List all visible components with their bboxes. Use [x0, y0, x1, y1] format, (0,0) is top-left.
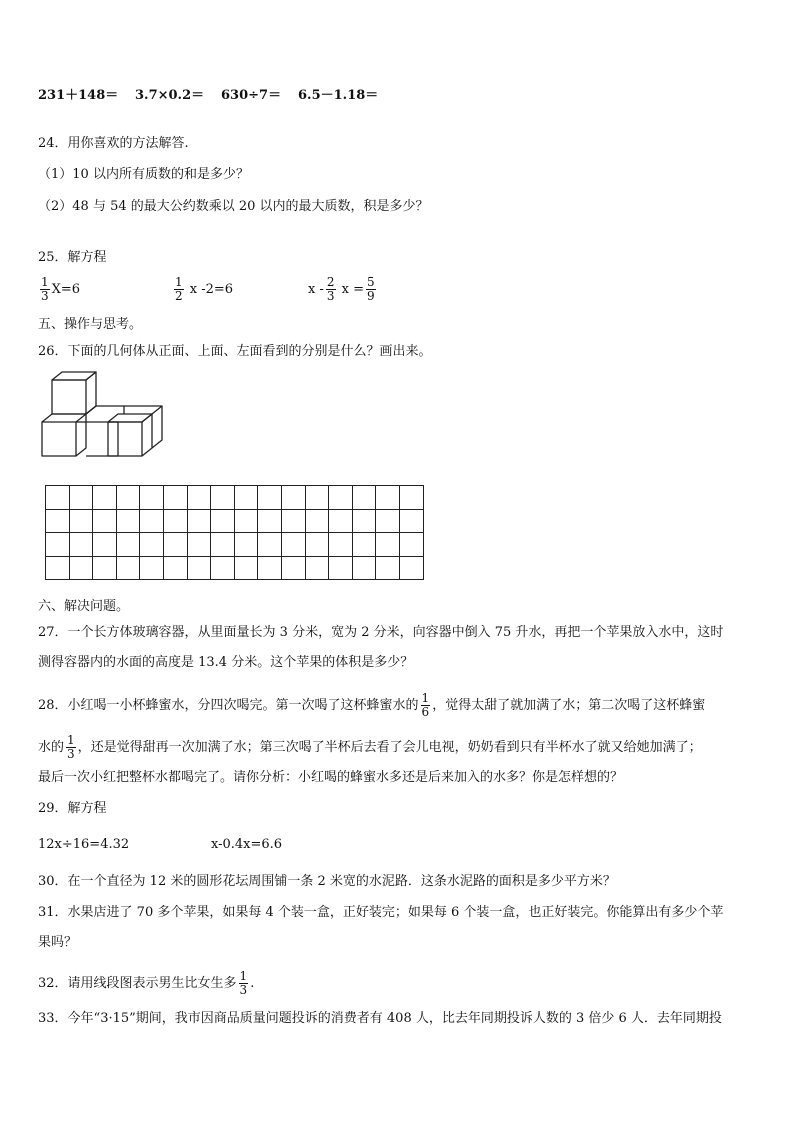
fraction: $\frac{1}{3}$: [67, 733, 75, 761]
grid-cell[interactable]: [187, 556, 211, 580]
q28-line-1: 28．小红喝一小杯蜂蜜水，分四次喝完。第一次喝了这杯蜂蜜水的 $\frac{1}{6}$ ，觉得太甜了就加满了水；第二次喝了这杯蜂蜜: [38, 691, 706, 719]
q25-equation-1: $\frac{1}{3}$ X=6: [41, 275, 81, 303]
q26-text: 26．下面的几何体从正面、上面、左面看到的分别是什么？画出来。: [38, 344, 432, 359]
q25-equation-3: x - $\frac{2}{3}$ x = $\frac{5}{9}$: [308, 275, 375, 303]
grid-cell[interactable]: [234, 486, 258, 510]
fraction: $\frac{1}{3}$: [41, 275, 49, 303]
grid-row: [46, 556, 424, 580]
grid-cell[interactable]: [163, 486, 187, 510]
q31-line-2: 果吗？: [38, 935, 78, 950]
grid-cell[interactable]: [163, 556, 187, 580]
calc-3: 630÷7＝: [221, 88, 282, 103]
cube-figure: [38, 368, 166, 466]
grid-cell[interactable]: [69, 556, 93, 580]
grid-cell[interactable]: [211, 486, 235, 510]
grid-cell[interactable]: [258, 556, 282, 580]
grid-cell[interactable]: [376, 533, 400, 557]
grid-cell[interactable]: [258, 509, 282, 533]
calc-1: 231＋148＝: [38, 88, 119, 103]
grid-cell[interactable]: [399, 533, 423, 557]
grid-cell[interactable]: [211, 509, 235, 533]
grid-cell[interactable]: [46, 509, 70, 533]
q30-text: 30．在一个直径为 12 米的圆形花坛周围铺一条 2 米宽的水泥路．这条水泥路的面积是多少平方米？: [38, 874, 616, 889]
grid-cell[interactable]: [376, 556, 400, 580]
grid-cell[interactable]: [140, 509, 164, 533]
q24-part1: （1）10 以内所有质数的和是多少？: [38, 167, 249, 182]
grid-cell[interactable]: [352, 533, 376, 557]
q29-equation-2: x-0.4x=6.6: [211, 837, 283, 852]
grid-cell[interactable]: [376, 509, 400, 533]
grid-cell[interactable]: [116, 509, 140, 533]
grid-cell[interactable]: [258, 533, 282, 557]
q31-line-1: 31．水果店进了 70 多个苹果，如果每 4 个装一盒，正好装完；如果每 6 个装一盒，也正好装完。你能算出有多少个苹: [38, 905, 724, 920]
grid-cell[interactable]: [329, 486, 353, 510]
q33-text: 33．今年“3·15”期间，我市因商品质量问题投诉的消费者有 408 人，比去年同期投诉人数的 3 倍少 6 人．去年同期投: [38, 1011, 722, 1026]
grid-row: [46, 486, 424, 510]
fraction: $\frac{1}{3}$: [239, 969, 248, 997]
grid-cell[interactable]: [281, 533, 305, 557]
grid-cell[interactable]: [399, 556, 423, 580]
grid-cell[interactable]: [234, 556, 258, 580]
grid-cell[interactable]: [93, 486, 117, 510]
grid-cell[interactable]: [163, 509, 187, 533]
q27-line-1: 27．一个长方体玻璃容器，从里面量长为 3 分米，宽为 2 分米，向容器中倒入 75 升水，再把一个苹果放入水中，这时: [38, 625, 724, 640]
fraction: $\frac{1}{6}$: [421, 691, 430, 719]
calc-2: 3.7×0.2＝: [135, 88, 205, 103]
grid-cell[interactable]: [116, 556, 140, 580]
grid-cell[interactable]: [281, 509, 305, 533]
grid-cell[interactable]: [399, 509, 423, 533]
fraction: $\frac{5}{9}$: [367, 275, 375, 303]
q29-title: 29．解方程: [38, 801, 107, 816]
grid-cell[interactable]: [93, 533, 117, 557]
grid-cell[interactable]: [46, 556, 70, 580]
grid-cell[interactable]: [281, 486, 305, 510]
grid-cell[interactable]: [69, 486, 93, 510]
q32-text: 32．请用线段图表示男生比女生多 $\frac{1}{3}$ .: [38, 969, 255, 997]
grid-cell[interactable]: [305, 486, 329, 510]
section-six-heading: 六、解决问题。: [38, 599, 130, 614]
q24-part2: （2）48 与 54 的最大公约数乘以 20 以内的最大质数，积是多少？: [38, 199, 429, 214]
grid-cell[interactable]: [116, 486, 140, 510]
grid-cell[interactable]: [234, 509, 258, 533]
grid-cell[interactable]: [140, 533, 164, 557]
grid-cell[interactable]: [352, 556, 376, 580]
grid-cell[interactable]: [211, 533, 235, 557]
grid-cell[interactable]: [163, 533, 187, 557]
grid-cell[interactable]: [305, 533, 329, 557]
grid-cell[interactable]: [329, 509, 353, 533]
grid-cell[interactable]: [399, 486, 423, 510]
grid-cell[interactable]: [329, 556, 353, 580]
fraction: $\frac{1}{2}$: [175, 275, 183, 303]
grid-cell[interactable]: [93, 509, 117, 533]
grid-cell[interactable]: [46, 486, 70, 510]
grid-cell[interactable]: [116, 533, 140, 557]
q25-equation-2: $\frac{1}{2}$ x -2=6: [175, 275, 234, 303]
grid-cell[interactable]: [305, 509, 329, 533]
grid-cell[interactable]: [187, 533, 211, 557]
grid-cell[interactable]: [305, 556, 329, 580]
grid-cell[interactable]: [69, 533, 93, 557]
grid-cell[interactable]: [352, 486, 376, 510]
grid-cell[interactable]: [352, 509, 376, 533]
grid-cell[interactable]: [234, 533, 258, 557]
grid-cell[interactable]: [281, 556, 305, 580]
drawing-grid[interactable]: [45, 485, 424, 580]
q27-line-2: 测得容器内的水面的高度是 13.4 分米。这个苹果的体积是多少？: [38, 655, 414, 670]
grid-cell[interactable]: [69, 509, 93, 533]
q24-title: 24．用你喜欢的方法解答.: [38, 136, 189, 151]
q28-line-2: 水的 $\frac{1}{3}$ ，还是觉得甜再一次加满了水；第三次喝了半杯后去看了会儿电视，奶奶看到只有半杯水了就又给她加满了；: [38, 733, 702, 761]
q28-line-3: 最后一次小红把整杯水都喝完了。请你分析：小红喝的蜂蜜水多还是后来加入的水多？你是怎样想的？: [38, 770, 624, 785]
grid-row: [46, 533, 424, 557]
grid-cell[interactable]: [376, 486, 400, 510]
q25-title: 25．解方程: [38, 250, 107, 265]
section-five-heading: 五、操作与思考。: [38, 317, 143, 332]
grid-cell[interactable]: [93, 556, 117, 580]
grid-row: [46, 509, 424, 533]
grid-cell[interactable]: [187, 486, 211, 510]
grid-cell[interactable]: [258, 486, 282, 510]
calc-4: 6.5－1.18＝: [298, 88, 379, 103]
grid-cell[interactable]: [187, 509, 211, 533]
fraction: $\frac{2}{3}$: [326, 275, 335, 303]
grid-cell[interactable]: [140, 556, 164, 580]
grid-cell[interactable]: [140, 486, 164, 510]
grid-cell[interactable]: [46, 533, 70, 557]
grid-cell[interactable]: [211, 556, 235, 580]
grid-cell[interactable]: [329, 533, 353, 557]
q29-equation-1: 12x÷16=4.32: [38, 837, 130, 852]
